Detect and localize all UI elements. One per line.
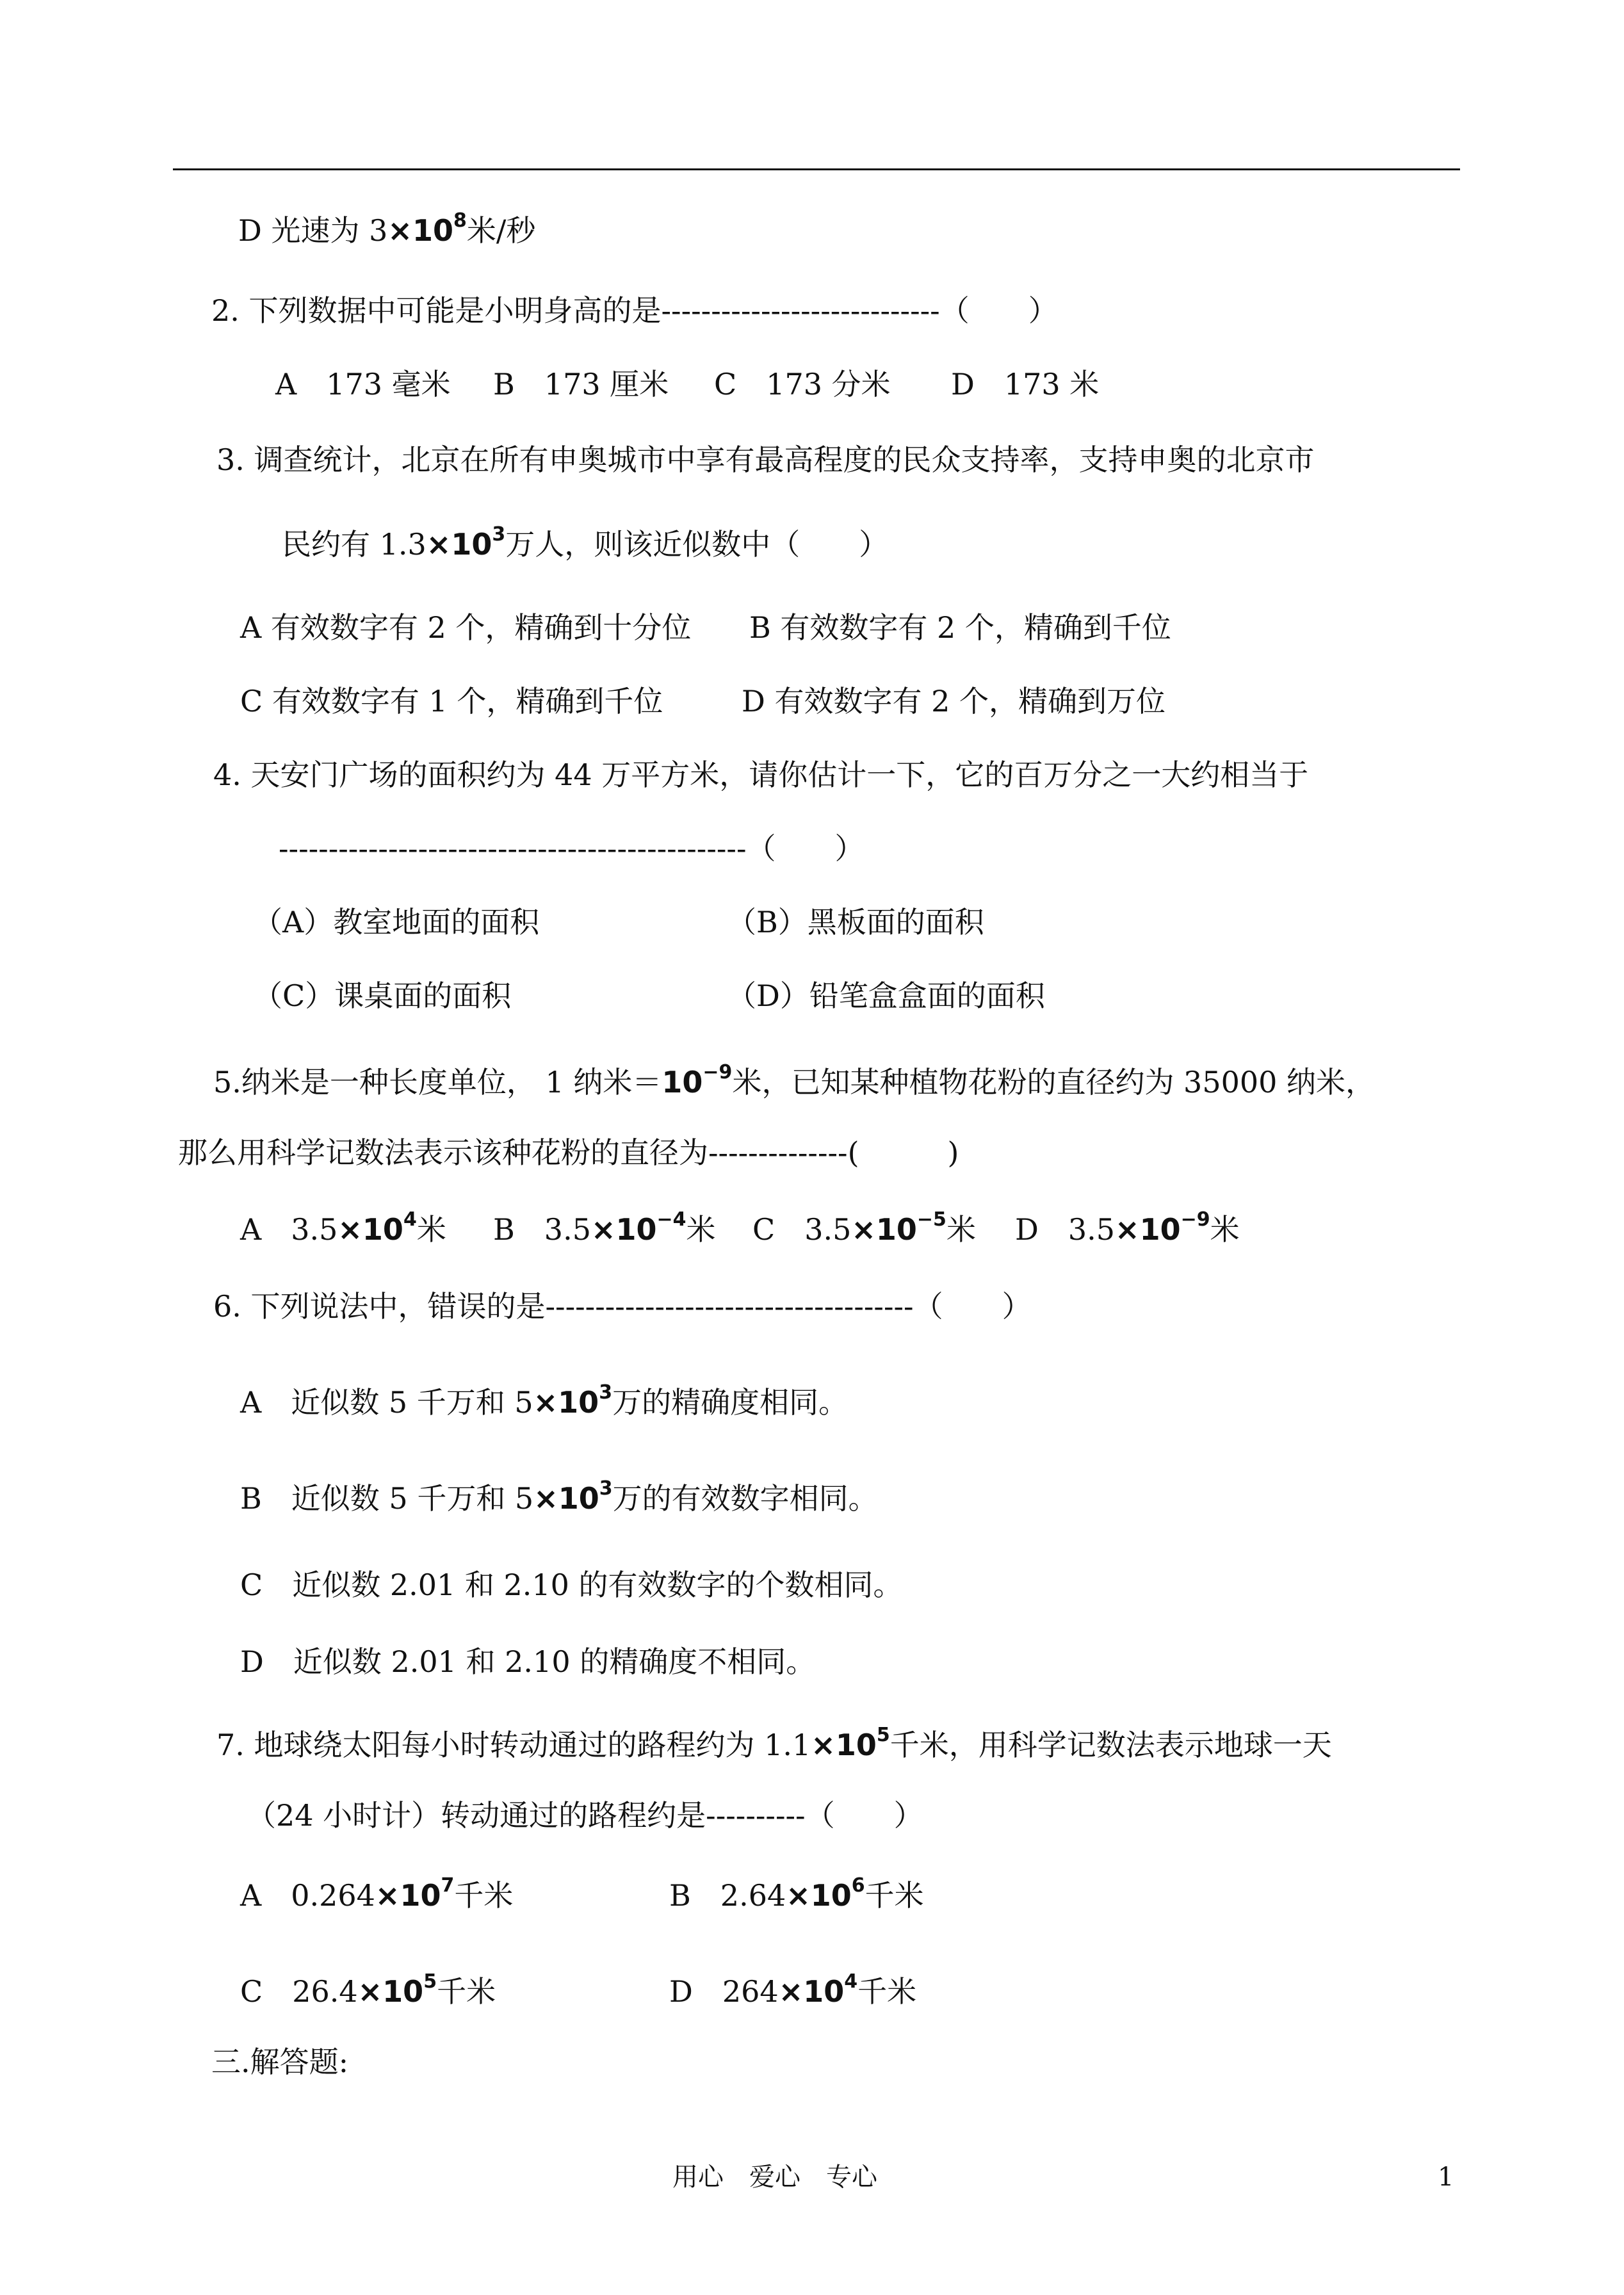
sci-notation: ×10	[590, 1212, 657, 1247]
option-unit: 米	[686, 1212, 716, 1247]
option-text: A 近似数 5 千万和 5	[240, 1385, 533, 1420]
exponent: 3	[599, 1477, 613, 1500]
exponent: −9	[1180, 1208, 1210, 1231]
q2-option-b: B 173 厘米	[493, 367, 669, 401]
option-unit: 米	[1210, 1212, 1240, 1247]
q4-stem-line1: 4. 天安门广场的面积约为 44 万平方米，请你估计一下，它的百万分之一大约相当于	[213, 758, 1309, 792]
q2-option-d: D 173 米	[951, 367, 1100, 401]
option-label: D 264	[669, 1974, 779, 2009]
stem-text: 万人，则该近似数中（ ）	[505, 527, 889, 562]
sci-notation: ×10	[337, 1212, 403, 1247]
q2-option-a: A 173 毫米	[275, 367, 451, 401]
option-unit: 米/秒	[466, 213, 536, 248]
exponent: 6	[851, 1874, 865, 1897]
q4-option-c: （C）课桌面的面积	[253, 978, 512, 1013]
q6-option-a	[240, 1383, 848, 1422]
stem-text: 5.纳米是一种长度单位， 1 纳米＝	[213, 1065, 662, 1099]
sci-notation: ×10	[778, 1974, 845, 2009]
exponent: 8	[453, 209, 467, 232]
option-unit: 千米	[454, 1878, 514, 1913]
q5-option-c	[752, 1210, 976, 1249]
stem-text: 米，已知某种植物花粉的直径约为 35000 纳米，	[732, 1065, 1376, 1099]
option-label: D 3.5	[1015, 1212, 1116, 1247]
q7-stem-line1	[216, 1726, 1332, 1764]
sci-notation: ×10	[533, 1385, 599, 1420]
option-label: B 2.64	[669, 1878, 786, 1913]
q4-option-d: （D）铅笔盒盒面的面积	[727, 978, 1045, 1013]
q5-stem-line1	[213, 1063, 1375, 1101]
option-text: B 近似数 5 千万和 5	[240, 1481, 534, 1516]
option-label: A 3.5	[240, 1212, 338, 1247]
q7-option-c	[240, 1972, 496, 2011]
option-label: D	[238, 213, 262, 248]
sci-notation: 10	[662, 1065, 703, 1099]
exponent: 3	[492, 523, 506, 546]
q5-stem-line2: 那么用科学记数法表示该种花粉的直径为--------------( )	[178, 1135, 959, 1170]
q6-option-b	[240, 1479, 878, 1518]
q4-option-b: （B）黑板面的面积	[727, 905, 984, 939]
q4-option-a: （A）教室地面的面积	[253, 905, 540, 939]
sci-notation: ×10	[357, 1974, 424, 2009]
option-unit: 千米	[857, 1974, 917, 2009]
q7-option-d	[669, 1972, 916, 2011]
exponent: −9	[702, 1061, 733, 1083]
option-unit: 米	[946, 1212, 976, 1247]
exponent: 4	[403, 1208, 417, 1231]
sci-notation: ×10	[375, 1878, 441, 1913]
q2-option-c: C 173 分米	[714, 367, 891, 401]
q3-option-b: B 有效数字有 2 个，精确到千位	[749, 610, 1171, 645]
q3-option-c: C 有效数字有 1 个，精确到千位	[240, 684, 663, 718]
q5-option-a	[240, 1210, 446, 1249]
option-unit: 千米	[437, 1974, 496, 2009]
q3-option-a: A 有效数字有 2 个，精确到十分位	[240, 610, 692, 645]
sci-notation: ×10	[786, 1878, 852, 1913]
q7-option-b	[669, 1876, 924, 1915]
exponent: 4	[844, 1970, 858, 1993]
q5-option-d	[1015, 1210, 1240, 1249]
exponent: −4	[656, 1208, 686, 1231]
stem-text: 7. 地球绕太阳每小时转动通过的路程约为 1.1	[216, 1728, 811, 1762]
q7-option-a	[240, 1876, 513, 1915]
option-unit: 千米	[865, 1878, 924, 1913]
sci-notation: ×10	[811, 1728, 877, 1762]
option-text: 万的有效数字相同。	[612, 1481, 878, 1516]
sci-notation: ×10	[387, 213, 453, 248]
q6-stem: 6. 下列说法中，错误的是-------------------------------------（ ）	[213, 1289, 1032, 1324]
q4-stem-line2: -----------------------------------------------（ ）	[279, 831, 865, 866]
sci-notation: ×10	[533, 1481, 599, 1516]
exponent: 5	[423, 1970, 437, 1993]
header-rule	[173, 168, 1460, 170]
sci-notation: ×10	[426, 527, 492, 562]
section-heading: 三.解答题:	[211, 2045, 349, 2079]
exponent: −5	[916, 1208, 946, 1231]
option-text: 光速为 3	[271, 213, 388, 248]
option-label: A 0.264	[240, 1878, 375, 1913]
exponent: 3	[599, 1381, 613, 1404]
q6-option-c: C 近似数 2.01 和 2.10 的有效数字的个数相同。	[240, 1568, 903, 1602]
q3-stem-line2	[282, 525, 888, 564]
q1-option-d	[238, 211, 535, 250]
q6-option-d: D 近似数 2.01 和 2.10 的精确度不相同。	[240, 1644, 816, 1679]
exponent: 7	[441, 1874, 455, 1897]
sci-notation: ×10	[851, 1212, 917, 1247]
option-label: B 3.5	[493, 1212, 591, 1247]
q2-stem: 2. 下列数据中可能是小明身高的是----------------------------（ ）	[211, 293, 1058, 328]
sci-notation: ×10	[1115, 1212, 1181, 1247]
q7-stem-line2: （24 小时计）转动通过的路程约是----------（ ）	[247, 1798, 923, 1833]
option-label: C 3.5	[752, 1212, 852, 1247]
q5-option-b	[493, 1210, 716, 1249]
option-text: 万的精确度相同。	[612, 1385, 849, 1420]
page-number: 1	[1438, 2162, 1454, 2192]
stem-text: 民约有 1.3	[282, 527, 426, 562]
stem-text: 千米，用科学记数法表示地球一天	[889, 1728, 1332, 1762]
option-unit: 米	[416, 1212, 446, 1247]
exponent: 5	[876, 1724, 890, 1746]
q3-option-d: D 有效数字有 2 个，精确到万位	[742, 684, 1166, 718]
footer-motto: 用心 爱心 专心	[672, 2162, 877, 2192]
q3-stem-line1: 3. 调查统计，北京在所有申奥城市中享有最高程度的民众支持率，支持申奥的北京市	[216, 442, 1315, 477]
option-label: C 26.4	[240, 1974, 358, 2009]
